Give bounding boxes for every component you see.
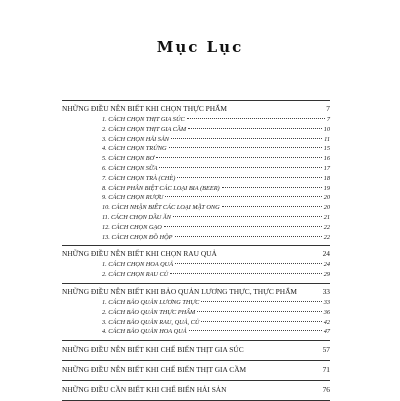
toc-item-page: 47 xyxy=(323,328,330,336)
toc-item-page: 22 xyxy=(323,223,330,231)
toc-item-page: 20 xyxy=(323,204,330,212)
toc-item-row[interactable] xyxy=(62,174,330,184)
toc-chapter-label: NHỮNG ĐIỀU NÊN BIẾT KHI CHẾ BIẾN THỊT GIA CẦM xyxy=(62,365,247,375)
toc-chapter-label: NHỮNG ĐIỀU NÊN BIẾT KHI BẢO QUẢN LƯƠNG THỰC, THỰC PHẨM xyxy=(62,286,298,296)
toc-item-page: 16 xyxy=(323,155,330,163)
toc-chapter-row[interactable] xyxy=(62,363,330,377)
toc-item-page: 33 xyxy=(323,298,330,306)
toc-item-page: 7 xyxy=(326,116,330,123)
toc-section xyxy=(62,283,330,340)
toc-dot-leader xyxy=(169,147,322,148)
toc-item-label: 10. CÁCH NHẬN BIẾT CÁC LOẠI MẶT ONG xyxy=(102,204,220,212)
toc-section xyxy=(62,245,330,283)
toc-chapter-page: 57 xyxy=(322,345,330,355)
toc-item-label: 2. CÁCH CHỌN THỊT GIA CẦM xyxy=(102,125,187,133)
toc-dot-leader xyxy=(175,263,322,264)
toc-item-page: 36 xyxy=(323,308,330,316)
toc-item-row[interactable] xyxy=(62,125,330,135)
toc-item-row[interactable] xyxy=(62,184,330,194)
toc-item-page: 42 xyxy=(323,318,330,326)
page-title: Mục Lục xyxy=(156,38,244,56)
toc-dot-leader xyxy=(173,216,322,217)
toc-item-label: 7. CÁCH CHỌN TRÀ (CHÈ) xyxy=(102,174,176,182)
toc-item-row[interactable] xyxy=(62,203,330,213)
toc-item-label: 11. CÁCH CHỌN DẦU ĂN xyxy=(102,213,171,221)
toc-item-page: 11 xyxy=(324,135,330,143)
toc-dot-leader xyxy=(187,118,325,119)
toc-chapter-page: 76 xyxy=(322,385,330,395)
toc-item-page: 19 xyxy=(323,184,330,192)
toc-dot-leader xyxy=(171,138,322,139)
toc-chapter-row[interactable] xyxy=(62,248,330,260)
toc-item-row[interactable] xyxy=(62,318,330,328)
toc-dot-leader xyxy=(201,321,321,322)
toc-dot-leader xyxy=(201,301,321,302)
toc-item-label: 12. CÁCH CHỌN GẠO xyxy=(102,223,162,231)
toc-chapter-page: 33 xyxy=(322,286,330,296)
toc-item-label: 1. CÁCH CHỌN HOA QUẢ xyxy=(102,261,174,269)
toc-dot-leader xyxy=(188,128,322,129)
toc-dot-leader xyxy=(170,273,321,274)
toc-chapter-row[interactable] xyxy=(62,286,330,298)
toc-chapter-row[interactable] xyxy=(62,383,330,397)
toc-dot-leader xyxy=(177,177,321,178)
toc-dot-leader xyxy=(164,226,322,227)
toc-item-row[interactable] xyxy=(62,154,330,164)
toc-item-row[interactable] xyxy=(62,260,330,270)
toc-dot-leader xyxy=(165,196,321,197)
toc-item-label: 2. CÁCH BẢO QUẢN THỰC PHẨM xyxy=(102,308,196,316)
toc-item-row[interactable] xyxy=(62,144,330,154)
table-of-contents xyxy=(62,100,330,401)
toc-item-row[interactable] xyxy=(62,213,330,223)
toc-item-label: 6. CÁCH CHỌN SỮA xyxy=(102,164,158,172)
toc-item-label: 1. CÁCH CHỌN THỊT GIA SÚC xyxy=(102,116,185,123)
toc-item-page: 22 xyxy=(323,233,330,241)
toc-chapter-label: NHỮNG ĐIỀU NÊN BIẾT KHI CHẾ BIẾN THỊT GIA SÚC xyxy=(62,345,244,355)
toc-item-row[interactable] xyxy=(62,135,330,145)
toc-item-label: 9. CÁCH CHỌN RƯỢU xyxy=(102,194,164,202)
toc-dot-leader xyxy=(156,157,322,158)
toc-item-row[interactable] xyxy=(62,193,330,203)
toc-item-label: 3. CÁCH BẢO QUẢN RAU, QUẢ, CỦ xyxy=(102,318,200,326)
toc-section xyxy=(62,360,330,380)
toc-chapter-label: NHỮNG ĐIỀU CẦN BIẾT KHI CHẾ BIẾN HẢI SẢN xyxy=(62,385,227,395)
toc-item-page: 15 xyxy=(323,145,330,153)
toc-chapter-row[interactable] xyxy=(62,103,330,115)
toc-chapter-row[interactable] xyxy=(62,343,330,357)
toc-chapter-page: 24 xyxy=(322,249,330,259)
toc-item-page: 17 xyxy=(323,164,330,172)
toc-item-label: 4. CÁCH BẢO QUẢN HOA QUẢ xyxy=(102,328,187,336)
toc-section xyxy=(62,380,330,401)
toc-item-row[interactable] xyxy=(62,233,330,243)
toc-item-row[interactable] xyxy=(62,298,330,308)
toc-item-page: 20 xyxy=(323,194,330,202)
toc-item-label: 13. CÁCH CHỌN ĐỒ HỘP xyxy=(102,233,173,241)
toc-item-label: 8. CÁCH PHÂN BIỆT CÁC LOẠI BIA (BEER) xyxy=(102,184,220,192)
toc-chapter-page: 7 xyxy=(326,104,330,113)
toc-item-row[interactable] xyxy=(62,115,330,125)
toc-item-page: 10 xyxy=(323,125,330,133)
toc-item-row[interactable] xyxy=(62,308,330,318)
toc-chapter-label: NHỮNG ĐIỀU NÊN BIẾT KHI CHỌN RAU QUẢ xyxy=(62,249,217,259)
toc-item-page: 24 xyxy=(323,261,330,269)
toc-item-row[interactable] xyxy=(62,327,330,337)
toc-item-label: 2. CÁCH CHỌN RAU CỦ xyxy=(102,271,169,279)
toc-item-label: 3. CÁCH CHỌN HẢI SẢN xyxy=(102,135,169,143)
toc-item-page: 18 xyxy=(323,174,330,182)
toc-chapter-page: 71 xyxy=(322,365,330,375)
toc-section xyxy=(62,100,330,245)
toc-item-label: 5. CÁCH CHỌN BƠ xyxy=(102,155,155,163)
toc-section xyxy=(62,340,330,360)
toc-dot-leader xyxy=(197,311,321,312)
toc-item-row[interactable] xyxy=(62,223,330,233)
toc-dot-leader xyxy=(189,330,322,331)
toc-dot-leader xyxy=(222,187,322,188)
toc-item-page: 29 xyxy=(323,271,330,279)
toc-item-row[interactable] xyxy=(62,164,330,174)
toc-chapter-label: NHỮNG ĐIỀU NÊN BIẾT KHI CHỌN THỰC PHẨM xyxy=(62,104,227,113)
toc-dot-leader xyxy=(159,167,321,168)
toc-item-page: 21 xyxy=(323,213,330,221)
toc-dot-leader xyxy=(175,236,322,237)
toc-dot-leader xyxy=(222,206,322,207)
toc-item-label: 1. CÁCH BẢO QUẢN LƯƠNG THỰC xyxy=(102,298,200,306)
toc-item-label: 4. CÁCH CHỌN TRỨNG xyxy=(102,145,167,153)
toc-item-row[interactable] xyxy=(62,270,330,280)
